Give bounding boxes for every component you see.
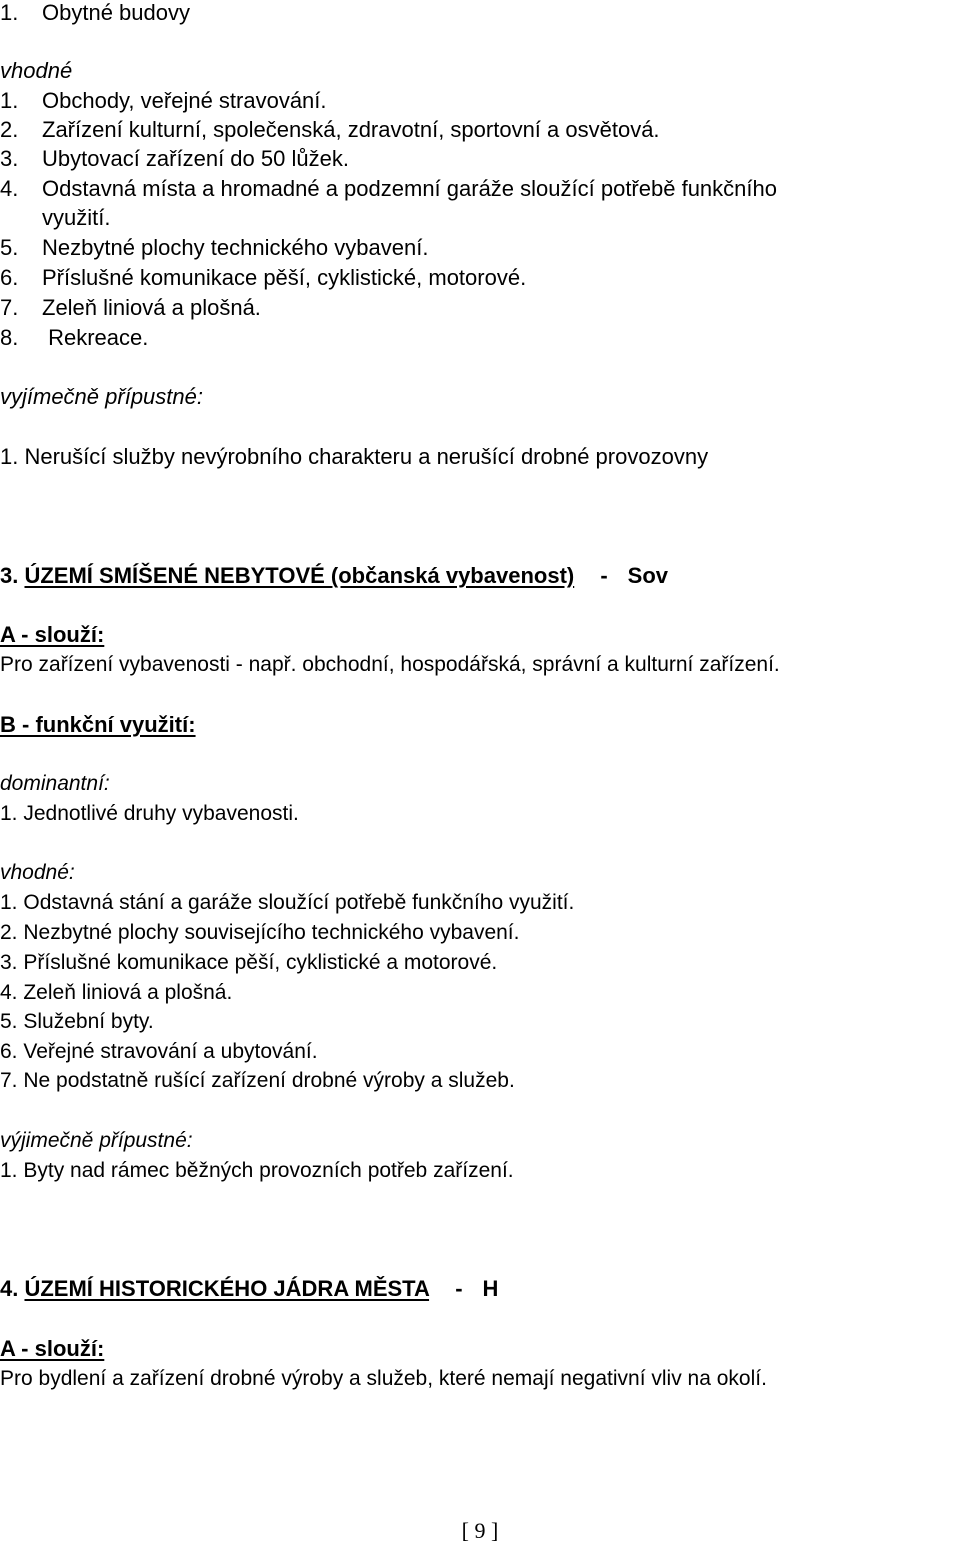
list-item: 6. Příslušné komunikace pěší, cyklistické, motorové. (0, 265, 527, 290)
section-code: Sov (627, 563, 669, 588)
subheading-dominant: dominantní: (0, 772, 110, 795)
list-item: 1. Obchody, veřejné stravování. (0, 88, 327, 113)
list-item: 4. Zeleň liniová a plošná. (0, 981, 233, 1004)
section-number: 4. (0, 1276, 19, 1301)
section-number: 3. (0, 563, 19, 588)
subheading-exceptional: výjimečně přípustné: (0, 1129, 193, 1152)
paragraph: Pro bydlení a zařízení drobné výroby a služeb, které nemají negativní vliv na okolí. (0, 1367, 767, 1390)
section-code: H (482, 1276, 499, 1301)
list-item-continuation: využití. (42, 205, 111, 230)
label-serves: A - slouží: (0, 622, 105, 647)
item-number: 1. (0, 0, 19, 25)
item-text: Obytné budovy (42, 0, 190, 25)
list-item: 1. Odstavná stání a garáže sloužící potřebě funkčního využití. (0, 891, 575, 914)
list-item: 1. Jednotlivé druhy vybavenosti. (0, 802, 299, 825)
list-item: 3. Příslušné komunikace pěší, cyklistické a motorové. (0, 951, 498, 974)
subheading-suitable: vhodné: (0, 861, 75, 884)
list-item: 2. Nezbytné plochy souvisejícího technického vybavení. (0, 921, 520, 944)
section-title: ÚZEMÍ SMÍŠENÉ NEBYTOVÉ (občanská vybavenost) (24, 563, 575, 588)
list-item: 7. Ne podstatně rušící zařízení drobné výroby a služeb. (0, 1069, 515, 1092)
list-item: 1. Byty nad rámec běžných provozních potřeb zařízení. (0, 1159, 514, 1182)
section-heading (0, 563, 668, 589)
list-item: 7. Zeleň liniová a plošná. (0, 295, 261, 320)
label-functional-use: B - funkční využití: (0, 712, 196, 737)
list-item: 5. Služební byty. (0, 1010, 154, 1033)
list-item (0, 0, 190, 26)
paragraph: Pro zařízení vybavenosti - např. obchodní, hospodářská, správní a kulturní zařízení. (0, 653, 780, 676)
subheading-exceptional: vyjímečně přípustné: (0, 384, 203, 409)
list-item: 2. Zařízení kulturní, společenská, zdravotní, sportovní a osvětová. (0, 117, 660, 142)
subheading-suitable: vhodné (0, 58, 73, 83)
section-heading (0, 1276, 498, 1302)
list-item: 5. Nezbytné plochy technického vybavení. (0, 235, 429, 260)
page-number: [ 9 ] (461, 1518, 499, 1543)
section-title: ÚZEMÍ HISTORICKÉHO JÁDRA MĚSTA (24, 1276, 430, 1301)
list-item: 1. Nerušící služby nevýrobního charakteru a nerušící drobné provozovny (0, 444, 709, 469)
section-separator: - (600, 563, 608, 588)
list-item: 3. Ubytovací zařízení do 50 lůžek. (0, 146, 349, 171)
label-serves: A - slouží: (0, 1336, 105, 1361)
list-item: 6. Veřejné stravování a ubytování. (0, 1040, 318, 1063)
list-item: 8. Rekreace. (0, 325, 149, 350)
section-separator: - (455, 1276, 463, 1301)
list-item: 4. Odstavná místa a hromadné a podzemní garáže sloužící potřebě funkčního (0, 176, 777, 201)
